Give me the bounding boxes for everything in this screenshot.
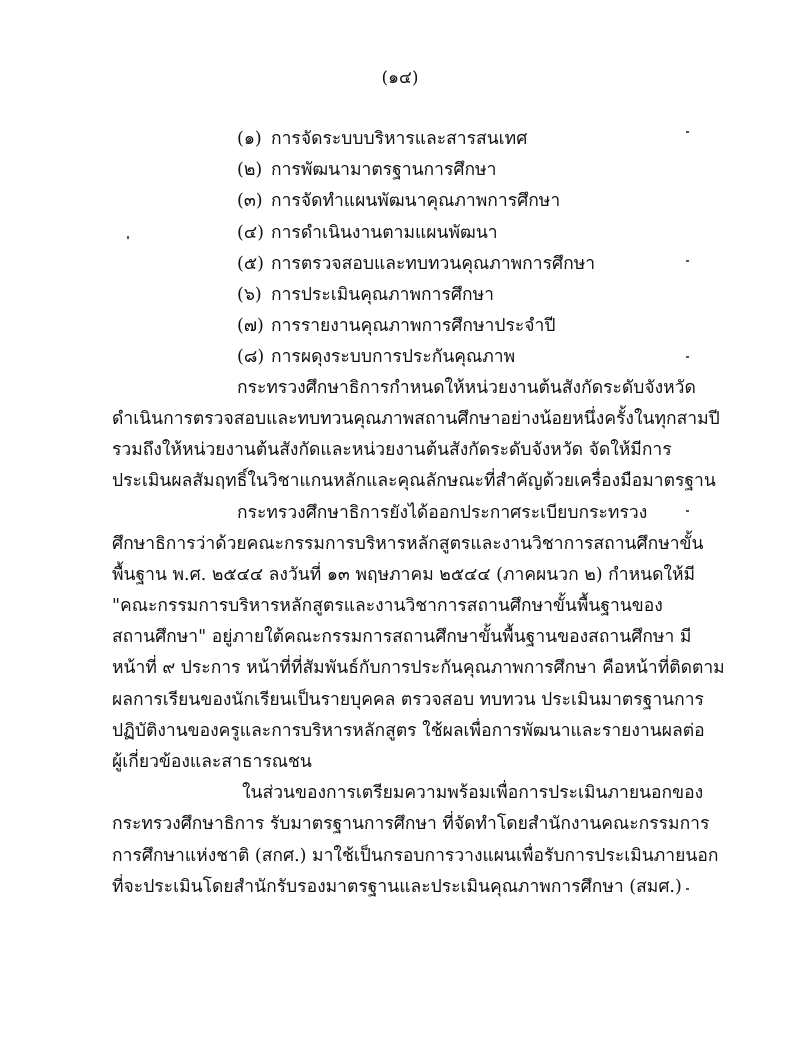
- paragraph-line: ผลการเรียนของนักเรียนเป็นรายบุคคล ตรวจสอบ ทบทวน ประเมินมาตรฐานการ: [112, 690, 704, 710]
- list-item-number: (๗): [237, 316, 264, 336]
- list-item: [237, 158, 496, 182]
- scan-speck: [686, 131, 689, 133]
- paragraph-line: ดำเนินการตรวจสอบและทบทวนคุณภาพสถานศึกษาอย่างน้อยหนึ่งครั้งในทุกสามปี: [112, 409, 720, 429]
- scan-speck: [686, 510, 689, 512]
- list-item-text: การพัฒนามาตรฐานการศึกษา: [271, 160, 497, 180]
- list-item-text: การจัดทำแผนพัฒนาคุณภาพการศึกษา: [271, 191, 561, 211]
- list-item-text: การจัดระบบบริหารและสารสนเทศ: [271, 129, 528, 149]
- list-item: [237, 314, 555, 338]
- paragraph-line: กระทรวงศึกษาธิการกำหนดให้หน่วยงานต้นสังกัดระดับจังหวัด: [237, 378, 696, 398]
- list-item-number: (๕): [237, 254, 264, 274]
- paragraph-line: ที่จะประเมินโดยสำนักรับรองมาตรฐานและประเมินคุณภาพการศึกษา (สมศ.): [112, 877, 682, 897]
- list-item-text: การรายงานคุณภาพการศึกษาประจำปี: [271, 316, 556, 336]
- list-item-text: การประเมินคุณภาพการศึกษา: [271, 285, 494, 305]
- list-item: [237, 345, 515, 369]
- list-item-number: (๘): [237, 347, 265, 367]
- paragraph-line: "คณะกรรมการบริหารหลักสูตรและงานวิชาการสถานศึกษาขั้นพื้นฐานของ: [112, 596, 663, 616]
- list-item-text: การดำเนินงานตามแผนพัฒนา: [271, 223, 498, 243]
- paragraph-line: สถานศึกษา" อยู่ภายใต้คณะกรรมการสถานศึกษาขั้นพื้นฐานของสถานศึกษา มี: [112, 627, 692, 647]
- paragraph-line: ศึกษาธิการว่าด้วยคณะกรรมการบริหารหลักสูตรและงานวิชาการสถานศึกษาขั้น: [112, 534, 704, 554]
- list-item-number: (๖): [237, 285, 262, 305]
- list-item-number: (๒): [237, 160, 263, 180]
- paragraph-line: กระทรวงศึกษาธิการยังได้ออกประกาศระเบียบกระทรวง: [237, 503, 648, 523]
- list-item: [237, 221, 498, 245]
- paragraph-line: พื้นฐาน พ.ศ. ๒๕๔๔ ลงวันที่ ๑๓ พฤษภาคม ๒๕๔๔ (ภาคผนวก ๒) กำหนดให้มี: [112, 565, 696, 585]
- paragraph-line: หน้าที่ ๙ ประการ หน้าที่ที่สัมพันธ์กับการประกันคุณภาพการศึกษา คือหน้าที่ติดตาม: [112, 658, 725, 678]
- paragraph-line: ในส่วนของการเตรียมความพร้อมเพื่อการประเมินภายนอกของ: [242, 783, 704, 803]
- list-item: [237, 283, 494, 307]
- paragraph-line: ประเมินผลสัมฤทธิ์ในวิชาแกนหลักและคุณลักษณะที่สำคัญด้วยเครื่องมือมาตรฐาน: [112, 471, 716, 491]
- list-item: [237, 189, 560, 213]
- list-item-number: (๓): [237, 191, 263, 211]
- list-item: [237, 252, 595, 276]
- scan-speck: [127, 236, 129, 239]
- list-item-number: (๔): [237, 223, 264, 243]
- scan-speck: [686, 260, 689, 262]
- paragraph-line: กระทรวงศึกษาธิการ รับมาตรฐานการศึกษา ที่จัดทำโดยสำนักงานคณะกรรมการ: [112, 814, 710, 834]
- page-number: (๑๔): [381, 68, 419, 88]
- paragraph-line: ผู้เกี่ยวข้องและสาธารณชน: [112, 752, 312, 772]
- scan-speck: [686, 356, 689, 358]
- paragraph-line: การศึกษาแห่งชาติ (สกศ.) มาใช้เป็นกรอบการวางแผนเพื่อรับการประเมินภายนอก: [112, 846, 719, 866]
- scan-speck: [686, 888, 689, 890]
- list-item-text: การตรวจสอบและทบทวนคุณภาพการศึกษา: [271, 254, 596, 274]
- list-item-number: (๑): [237, 129, 262, 149]
- paragraph-line: ปฏิบัติงานของครูและการบริหารหลักสูตร ใช้ผลเพื่อการพัฒนาและรายงานผลต่อ: [112, 721, 705, 741]
- list-item-text: การผดุงระบบการประกันคุณภาพ: [271, 347, 516, 367]
- paragraph-line: รวมถึงให้หน่วยงานต้นสังกัดและหน่วยงานต้นสังกัดระดับจังหวัด จัดให้มีการ: [112, 440, 672, 460]
- list-item: [237, 127, 527, 151]
